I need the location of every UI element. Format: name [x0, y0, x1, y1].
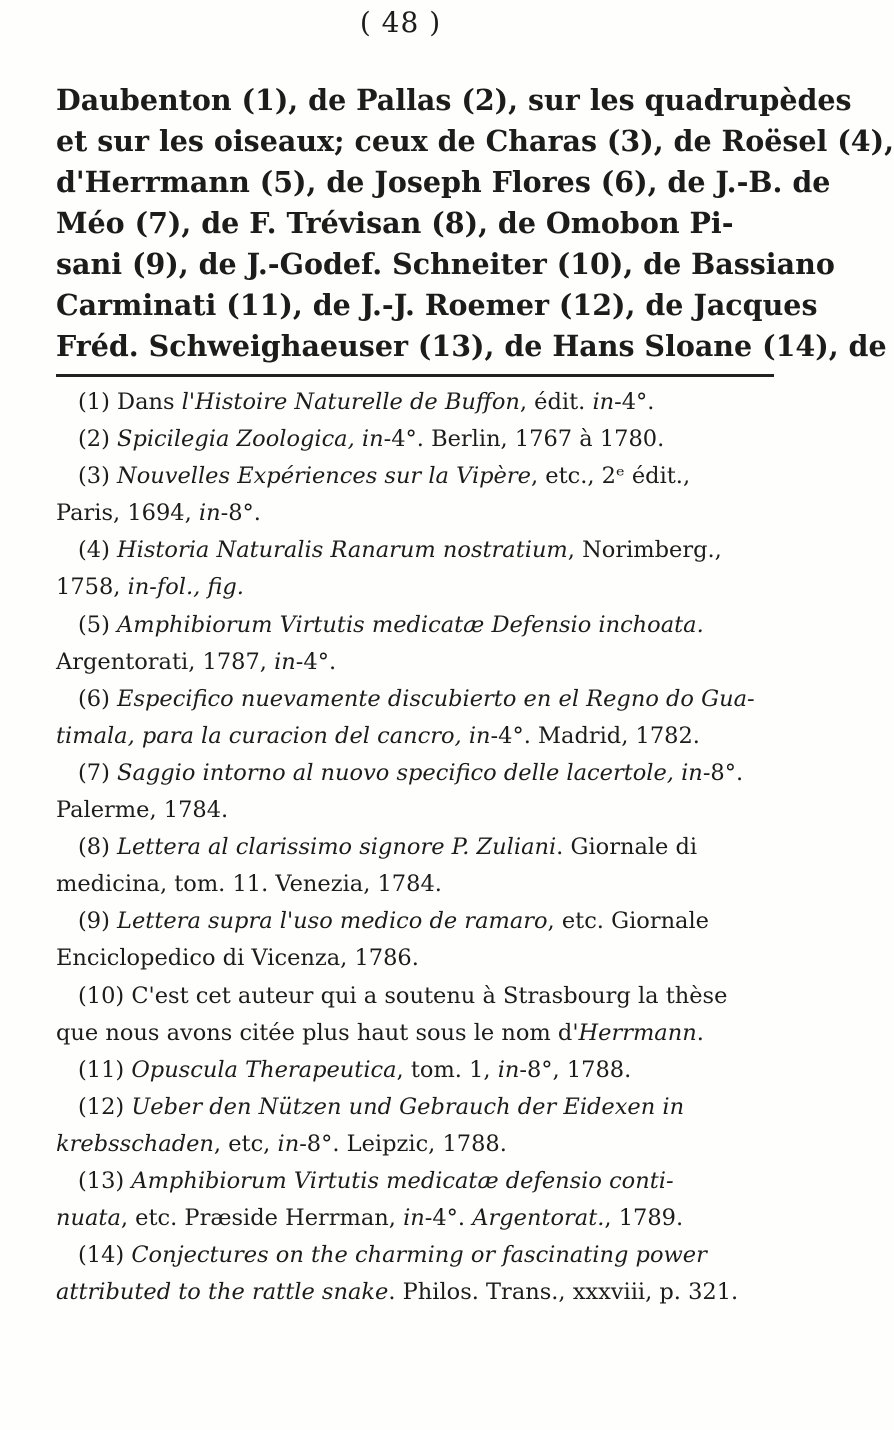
italic-segment: attributed to the rattle snake — [56, 1279, 389, 1306]
text-segment: Enciclopedico di Vicenza, 1786. — [56, 945, 419, 972]
text-segment: (12) — [78, 1093, 132, 1120]
footnotes — [56, 384, 776, 1311]
footnote-line — [56, 792, 776, 829]
body-line: et sur les oiseaux; ceux de Charas (3), de Roësel (4), — [56, 124, 894, 158]
body-line: Daubenton (1), de Pallas (2), sur les quadrupèdes — [56, 83, 852, 117]
footnote-line — [56, 1274, 776, 1311]
text-segment: , édit. — [519, 389, 593, 415]
italic-segment: Lettera supra l'uso medico de ramaro — [117, 908, 548, 935]
text-segment: (5) — [78, 611, 118, 638]
text-segment: que nous avons citée plus haut sous le nom d' — [56, 1019, 579, 1046]
italic-segment: in — [497, 1056, 520, 1083]
text-segment: -8°. — [702, 759, 744, 786]
footnote-line — [56, 495, 776, 532]
text-segment: (13) — [78, 1167, 132, 1194]
text-segment: (7) — [78, 759, 118, 786]
footnote-separator — [56, 374, 774, 377]
footnote-line — [56, 1200, 776, 1237]
text-segment: -4°. Madrid, 1782. — [490, 722, 700, 749]
footnote-line — [56, 866, 776, 903]
text-segment: , etc. Præside Herrman, — [120, 1205, 404, 1232]
text-segment: -4°. — [424, 1205, 473, 1232]
body-line: Méo (7), de F. Trévisan (8), de Omobon Pi- — [56, 206, 734, 240]
body-text — [56, 80, 894, 367]
footnote-line — [56, 681, 776, 718]
text-segment: (10) C'est cet auteur qui a soutenu à Strasbourg la thèse — [78, 982, 728, 1009]
footnote-line — [56, 1089, 776, 1126]
text-segment: medicina, tom. 11. Venezia, 1784. — [56, 871, 442, 898]
footnote-line — [56, 978, 776, 1015]
text-segment: , tom. 1, — [396, 1056, 498, 1083]
text-segment: (8) — [78, 834, 118, 861]
text-segment: , etc., 2ᵉ édit., — [530, 463, 691, 490]
italic-segment: Herrmann — [578, 1019, 697, 1046]
text-segment: Argentorati, 1787, — [56, 648, 275, 675]
body-line: sani (9), de J.-Godef. Schneiter (10), de Bassiano — [56, 247, 835, 281]
footnote-line — [56, 829, 776, 866]
footnote-line — [56, 421, 776, 458]
text-segment: (2) — [78, 426, 118, 453]
footnote-line — [56, 718, 776, 755]
italic-segment: in — [274, 648, 296, 675]
footnote-line — [56, 384, 776, 421]
footnote-line — [56, 903, 776, 940]
text-segment: (3) — [78, 463, 118, 490]
text-segment: (6) — [78, 685, 118, 712]
italic-segment: Spicilegia Zoologica, in — [117, 426, 384, 453]
italic-segment: Conjectures on the charming or fascinating power — [131, 1242, 707, 1269]
italic-segment: timala, para la curacion del cancro, in — [56, 722, 491, 749]
italic-segment: Lettera al clarissimo signore P. Zuliani — [117, 834, 557, 861]
text-segment: . — [696, 1019, 704, 1046]
footnote-line — [56, 1237, 776, 1274]
italic-segment: Argentorat. — [472, 1205, 605, 1232]
text-segment: (14) — [78, 1242, 132, 1269]
footnote-line — [56, 607, 776, 644]
footnote-line — [56, 532, 776, 569]
italic-segment: l'Histoire Naturelle de Buffon — [181, 389, 520, 415]
text-segment: -4°. — [614, 389, 655, 415]
italic-segment: Amphibiorum Virtutis medicatæ Defensio inchoata. — [117, 611, 704, 638]
footnote-line — [56, 644, 776, 681]
text-segment: 1758, — [56, 574, 128, 601]
text-segment: , etc. Giornale — [547, 908, 709, 935]
body-line: Carminati (11), de J.-J. Roemer (12), de Jacques — [56, 288, 818, 322]
footnote-line — [56, 569, 776, 606]
italic-segment: in — [198, 500, 221, 527]
italic-segment: Opuscula Therapeutica — [131, 1056, 397, 1083]
footnote-line — [56, 940, 776, 977]
footnote-line — [56, 458, 776, 495]
italic-segment: krebsschaden — [56, 1130, 214, 1157]
body-line: Fréd. Schweighaeuser (13), de Hans Sloane (14), de — [56, 329, 887, 363]
text-segment: (1) Dans — [78, 389, 182, 415]
italic-segment: nuata — [56, 1205, 121, 1232]
footnote-line — [56, 1015, 776, 1052]
italic-segment: Historia Naturalis Ranarum nostratium — [117, 537, 568, 564]
text-segment: -8°. Leipzic, 1788. — [299, 1130, 507, 1157]
text-segment: (9) — [78, 908, 118, 935]
italic-segment: Ueber den Nützen und Gebrauch der Eidexen in — [131, 1093, 685, 1120]
text-segment: , 1789. — [604, 1205, 684, 1232]
text-segment: (4) — [78, 537, 118, 564]
italic-segment: in-fol., fig. — [127, 574, 244, 601]
text-segment: Palerme, 1784. — [56, 797, 229, 824]
footnote-line — [56, 1126, 776, 1163]
text-segment: -8°, 1788. — [519, 1056, 632, 1083]
footnote-line — [56, 1163, 776, 1200]
text-segment: , Norimberg., — [567, 537, 722, 564]
italic-segment: in — [277, 1130, 300, 1157]
italic-segment: Nouvelles Expériences sur la Vipère — [117, 463, 531, 490]
text-segment: -8°. — [220, 500, 261, 527]
text-segment: (11) — [78, 1056, 132, 1083]
text-segment: -4°. — [295, 648, 337, 675]
italic-segment: in — [592, 389, 615, 415]
footnote-line — [56, 1052, 776, 1089]
text-segment: Paris, 1694, — [56, 500, 199, 527]
italic-segment: Saggio intorno al nuovo specifico delle lacertole, in — [117, 759, 703, 786]
text-segment: , etc, — [213, 1130, 278, 1157]
text-segment: . Philos. Trans., xxxviii, p. 321. — [388, 1279, 739, 1306]
page-number: ( 48 ) — [359, 6, 442, 39]
body-line: d'Herrmann (5), de Joseph Flores (6), de J.-B. de — [56, 165, 831, 199]
italic-segment: in — [403, 1205, 425, 1232]
text-segment: -4°. Berlin, 1767 à 1780. — [383, 426, 665, 453]
italic-segment: Amphibiorum Virtutis medicatæ defensio conti- — [131, 1167, 674, 1194]
text-segment: . Giornale di — [556, 834, 698, 861]
footnote-line — [56, 755, 776, 792]
italic-segment: Especifico nuevamente discubierto en el Regno do Gua- — [117, 685, 755, 712]
